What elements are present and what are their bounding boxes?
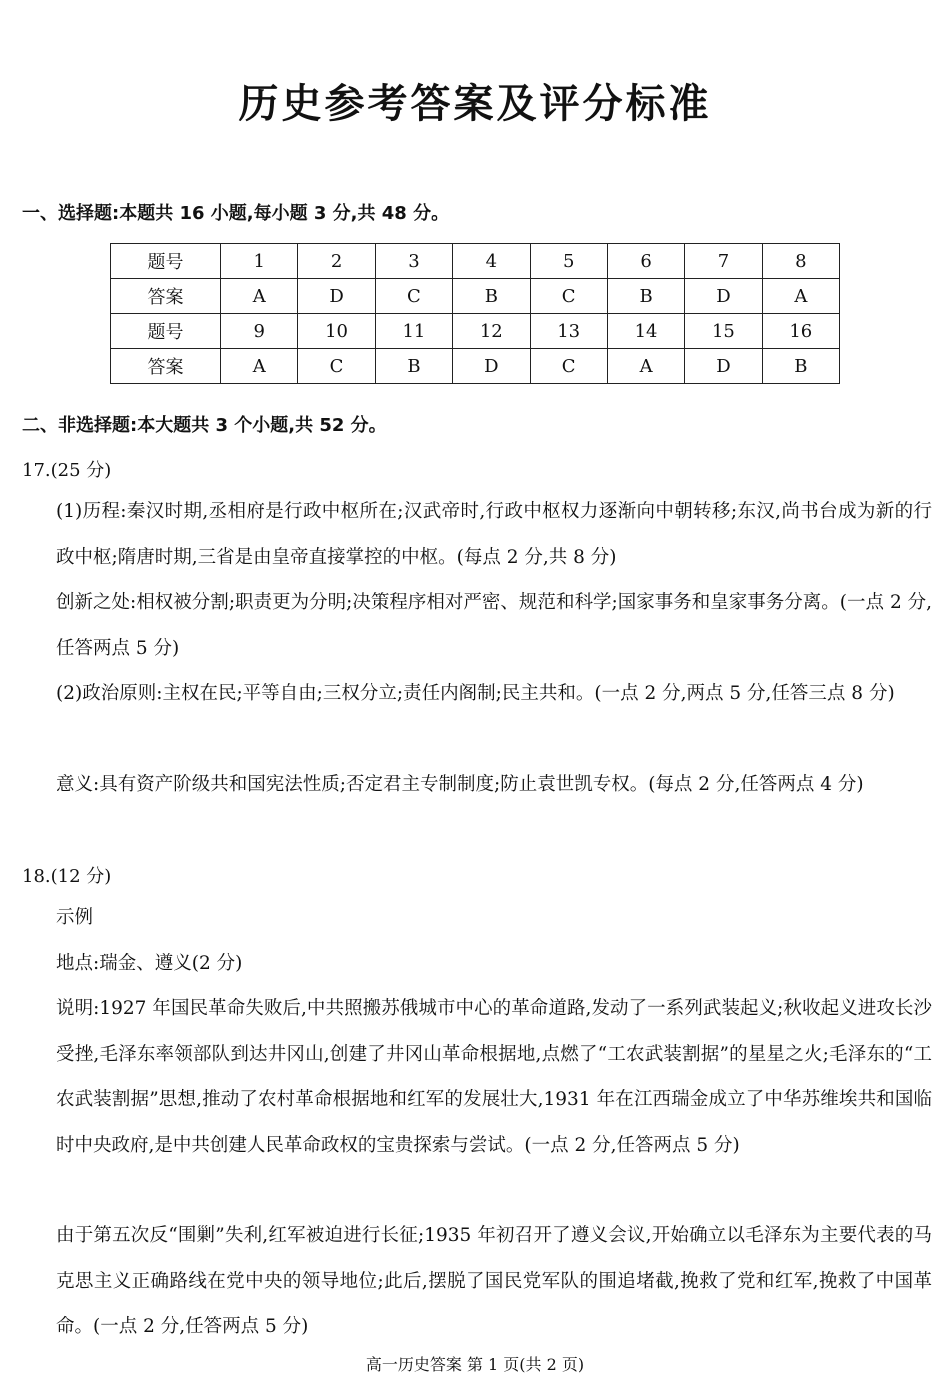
answer-table-cell: C <box>298 349 375 384</box>
answer-table-cell: D <box>298 279 375 314</box>
answer-table-cell: A <box>607 349 684 384</box>
page-title: 历史参考答案及评分标准 <box>238 81 712 127</box>
answer-table-cell: D <box>685 279 762 314</box>
answer-table-cell: D <box>453 349 530 384</box>
answer-table-cell: C <box>375 279 452 314</box>
answer-table-cell: B <box>607 279 684 314</box>
answer-table-cell: 12 <box>453 314 530 349</box>
answer-table-cell: C <box>530 349 607 384</box>
answer-table-cell: 13 <box>530 314 607 349</box>
answer-table-row <box>111 244 840 279</box>
answer-table-cell: A <box>221 279 298 314</box>
answer-table-cell: 14 <box>607 314 684 349</box>
answer-table-cell: 2 <box>298 244 375 279</box>
q18-explanation-2: 由于第五次反“围剿”失利,红军被迫进行长征;1935 年初召开了遵义会议,开始确立以毛泽东为主要代表的马克思主义正确路线在党中央的领导地位;此后,摆脱了国民党军队的围追堵截,挽救了党和红军,挽救了中国革命。(一点 2 分,任答两点 5 分) <box>56 1225 932 1337</box>
answer-table-cell: 5 <box>530 244 607 279</box>
q17-answer-part1: (1)历程:秦汉时期,丞相府是行政中枢所在;汉武帝时,行政中枢权力逐渐向中朝转移;东汉,尚书台成为新的行政中枢;隋唐时期,三省是由皇帝直接掌控的中枢。(每点 2 分,共 8 分) <box>56 501 932 568</box>
answer-table-cell: B <box>453 279 530 314</box>
answer-table-cell: B <box>375 349 452 384</box>
answer-table-cell: 7 <box>685 244 762 279</box>
q18-example-label: 示例 <box>56 907 94 928</box>
answer-table-cell: A <box>221 349 298 384</box>
q17-innovation: 创新之处:相权被分割;职责更为分明;决策程序相对严密、规范和科学;国家事务和皇家事务分离。(一点 2 分,任答两点 5 分) <box>56 592 932 659</box>
answer-table-row <box>111 314 840 349</box>
answer-table <box>110 243 840 384</box>
q17-answer-part2: (2)政治原则:主权在民;平等自由;三权分立;责任内阁制;民主共和。(一点 2 分,两点 5 分,任答三点 8 分) <box>56 683 895 704</box>
q18-location: 地点:瑞金、遵义(2 分) <box>56 953 243 974</box>
section-2-heading: 二、非选择题:本大题共 3 个小题,共 52 分。 <box>22 415 387 436</box>
answer-table-cell: 9 <box>221 314 298 349</box>
answer-table-cell: 4 <box>453 244 530 279</box>
answer-table-row-header: 答案 <box>111 279 221 314</box>
answer-table-cell: 8 <box>762 244 839 279</box>
answer-table-cell: 16 <box>762 314 839 349</box>
answer-table-cell: C <box>530 279 607 314</box>
answer-table-row <box>111 279 840 314</box>
answer-table-cell: D <box>685 349 762 384</box>
answer-table-row <box>111 349 840 384</box>
page-footer: 高一历史答案 第 1 页(共 2 页) <box>365 1355 585 1374</box>
question-17-label: 17.(25 分) <box>22 460 112 481</box>
section-1-heading: 一、选择题:本题共 16 小题,每小题 3 分,共 48 分。 <box>22 203 450 224</box>
answer-table-row-header: 题号 <box>111 314 221 349</box>
answer-table-cell: B <box>762 349 839 384</box>
answer-table-cell: 1 <box>221 244 298 279</box>
answer-table-cell: A <box>762 279 839 314</box>
q18-explanation: 说明:1927 年国民革命失败后,中共照搬苏俄城市中心的革命道路,发动了一系列武装起义;秋收起义进攻长沙受挫,毛泽东率领部队到达井冈山,创建了井冈山革命根据地,点燃了“工农武装割据”的星星之火;毛泽东的“工农武装割据”思想,推动了农村革命根据地和红军的发展壮大,1931 年在江西瑞金成立了中华苏维埃共和国临时中央政府,是中共创建人民革命政权的宝贵探索与尝试。(一点 2 分,任答两点 5 分) <box>56 998 932 1156</box>
answer-table-cell: 15 <box>685 314 762 349</box>
answer-table-row-header: 题号 <box>111 244 221 279</box>
answer-table-row-header: 答案 <box>111 349 221 384</box>
answer-table-cell: 3 <box>375 244 452 279</box>
answer-table-cell: 10 <box>298 314 375 349</box>
answer-table-cell: 6 <box>607 244 684 279</box>
answer-table-cell: 11 <box>375 314 452 349</box>
q17-significance: 意义:具有资产阶级共和国宪法性质;否定君主专制制度;防止袁世凯专权。(每点 2 分,任答两点 4 分) <box>56 774 864 795</box>
question-18-label: 18.(12 分) <box>22 866 112 887</box>
